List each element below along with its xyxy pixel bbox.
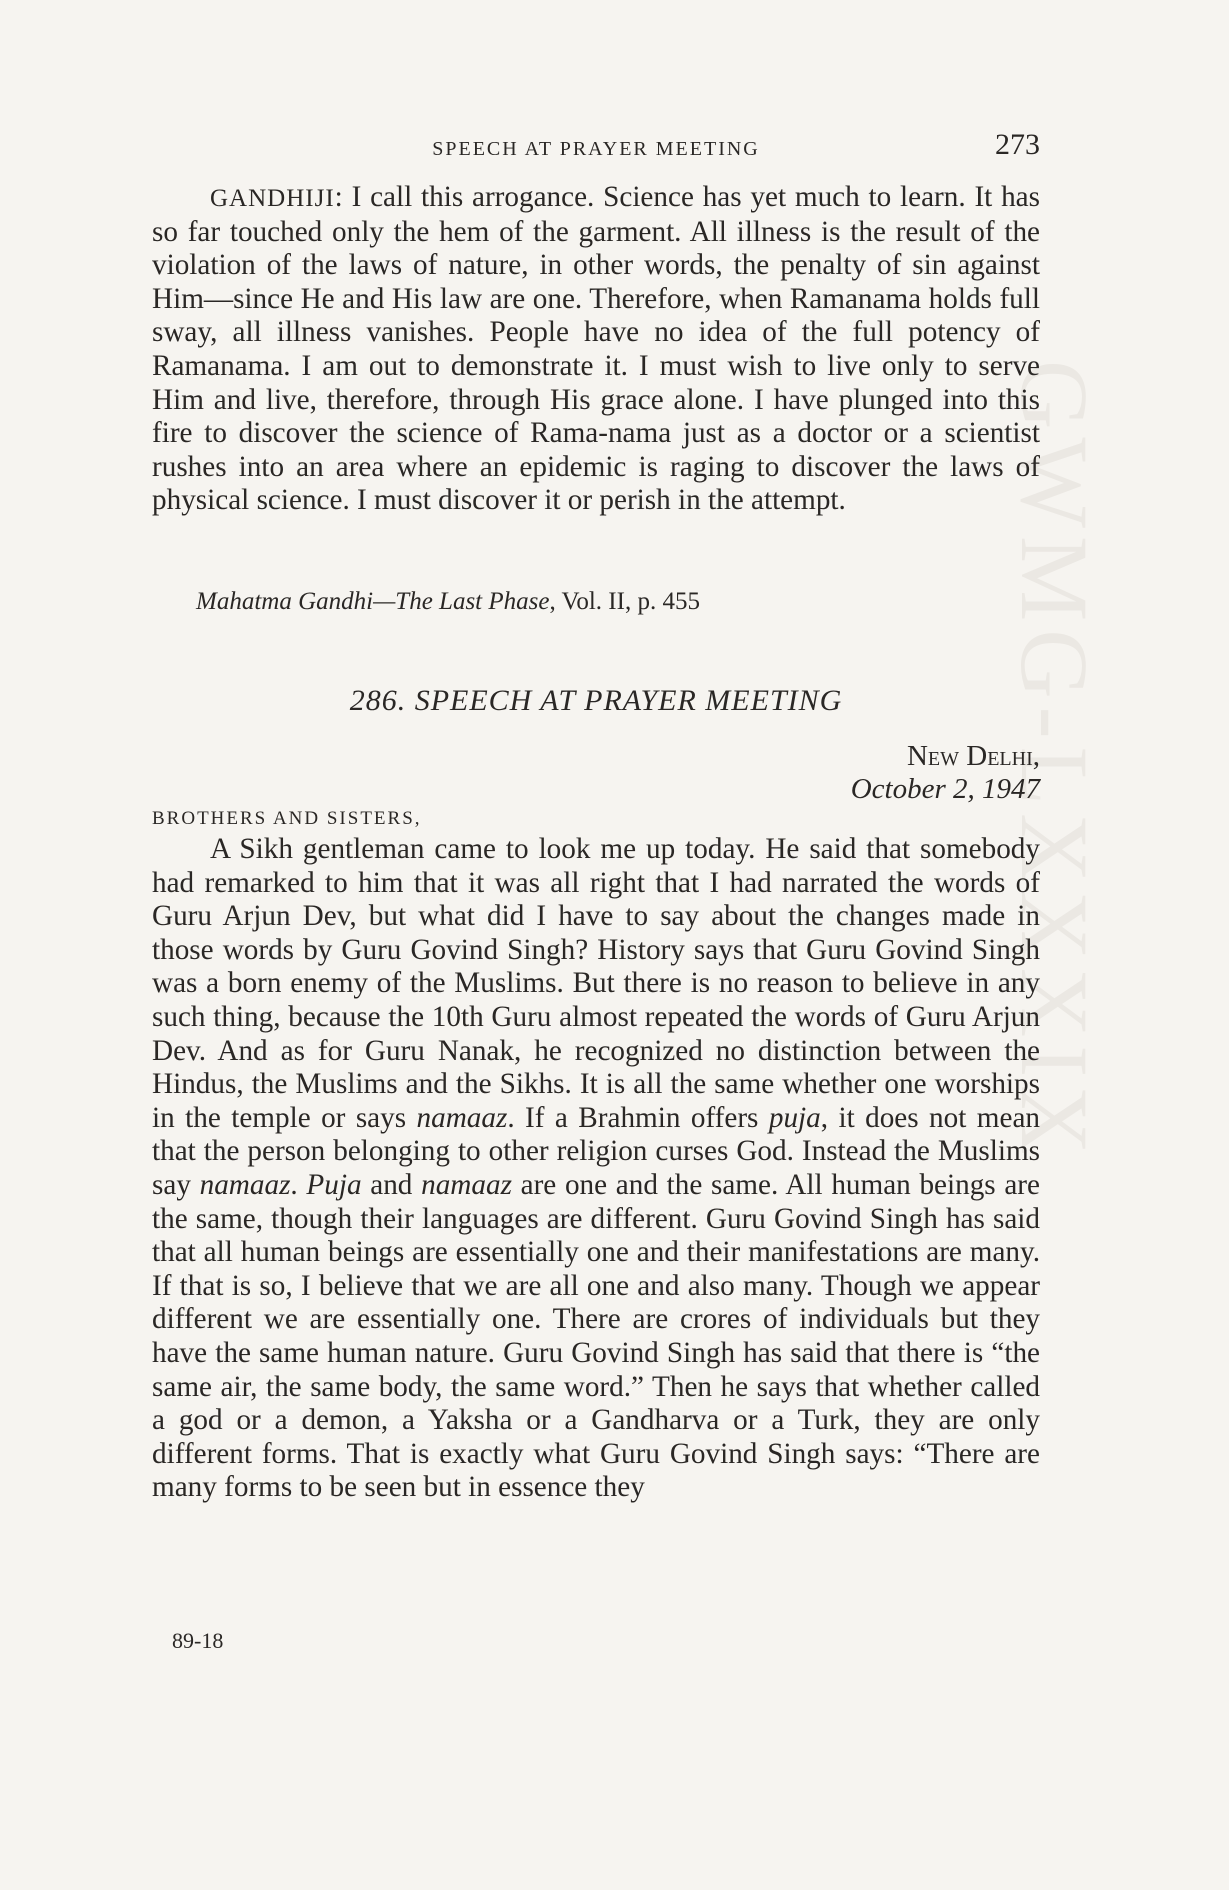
dateline-place (907, 740, 1040, 773)
speech-text: . If a Brahmin offers (507, 1101, 769, 1134)
excerpt-block (152, 181, 1040, 518)
speech-paragraph (152, 833, 1040, 1505)
running-head (152, 128, 1040, 174)
speech-text: A Sikh gentleman came to look me up today. He said that somebody had remarked to him that it was all right that I had narrated the words of Guru Arjun Dev, but what did I have to say about the changes made in those words by Guru Govind Singh? History says that Guru Govind Singh was a born enemy of the Muslims. But there is no reason to believe in any such thing, because the 10th Guru almost repeated the words of Guru Arjun Dev. And as for Guru Nanak, he recognized no distinction between the Hindus, the Muslims and the Sikhs. It is all the same whether one worships in the temple or says (152, 833, 1040, 1134)
italic-term: namaaz (199, 1168, 291, 1201)
page-number: 273 (995, 128, 1040, 161)
excerpt-paragraph (152, 181, 1040, 518)
italic-term: namaaz (416, 1101, 508, 1134)
salutation: BROTHERS AND SISTERS, (152, 808, 422, 829)
speech-text: and (361, 1168, 422, 1201)
speaker-name: GANDHIJI (210, 185, 335, 212)
italic-term: namaaz (421, 1168, 512, 1201)
source-detail: , Vol. II, p. 455 (549, 588, 700, 615)
source-title: Mahatma Gandhi—The Last Phase (196, 588, 550, 615)
speech-text: . (290, 1168, 307, 1201)
running-title: SPEECH AT PRAYER MEETING (432, 138, 760, 160)
speech-text: , it does not mean that the person belonging to other religion curses God. Instead the Muslims say (152, 1101, 1040, 1201)
place-text: New Delhi, (906, 740, 1040, 772)
dateline-date: October 2, 1947 (850, 773, 1040, 805)
document-heading: 286. SPEECH AT PRAYER MEETING (349, 684, 843, 717)
excerpt-text: : I call this arrogance. Science has yet much to learn. It has so far touched only the hem of the garment. All illness is the result of the violation of the laws of nature, in other words, the penalty of sin against Him—since He and His law are one. Therefore, when Ramanama holds full sway, all illness vanishes. People have no idea of the full potency of Ramanama. I am out to demonstrate it. I must wish to live only to serve Him and live, therefore, through His grace alone. I have plunged into this fire to discover the science of Rama-nama just as a doctor or a scientist rushes into an area where an epidemic is raging to discover the laws of physical science. I must discover it or perish in the attempt. (152, 181, 1040, 517)
italic-term: puja (768, 1101, 821, 1134)
speech-text: are one and the same. All human beings are the same, though their languages are different. Guru Govind Singh has said that all human beings are essentially one and their manifestations are many. If that is so, I believe that we are all one and also many. Though we appear different we are essentially one. There are crores of individuals but they have the same human nature. Guru Govind Singh has said that there is “the same air, the same body, the same word.” Then he says that whether called a god or a demon, a Yaksha or a Gandharva or a Turk, they are only different forms. That is exactly what Guru Govind Singh says: “There are many forms to be seen but in essence they (152, 1168, 1040, 1504)
watermark: GWMG-LXXXIX (1001, 360, 1108, 1163)
source-citation (196, 588, 700, 616)
italic-term: Puja (306, 1168, 362, 1201)
speech-block (152, 833, 1040, 1505)
footer-code: 89-18 (172, 1628, 224, 1653)
